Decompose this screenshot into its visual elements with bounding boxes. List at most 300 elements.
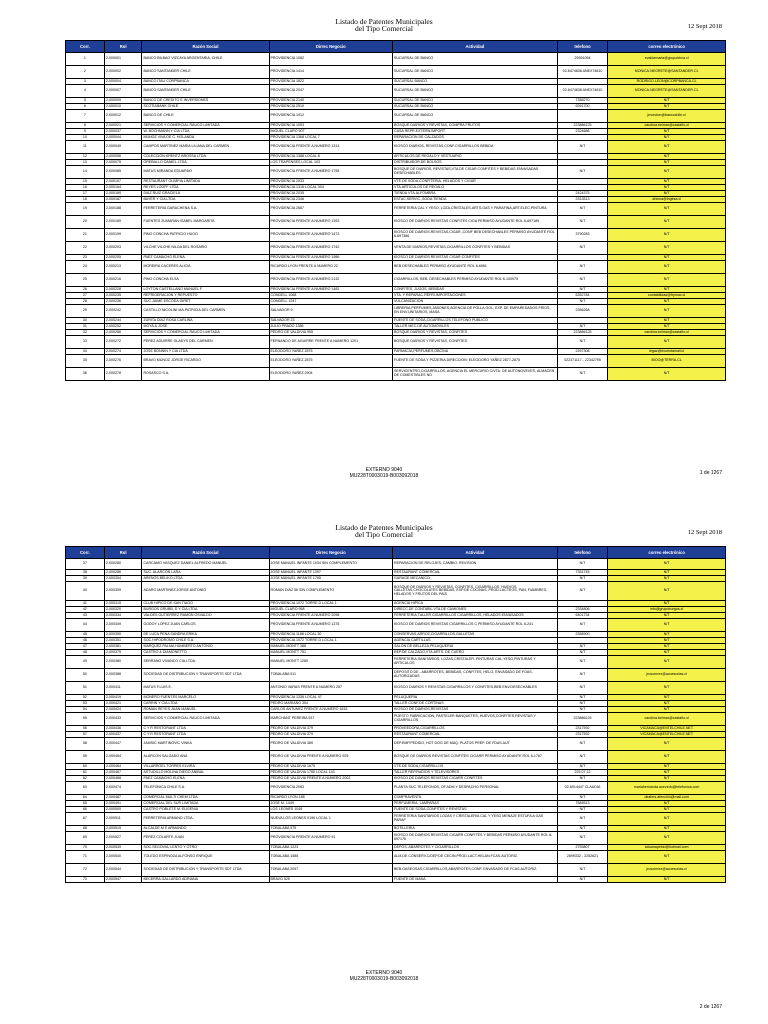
table-row bbox=[66, 229, 726, 242]
razon-social-cell: BANCO DE CHILE bbox=[142, 110, 269, 123]
page-number: 1 de 1267 bbox=[699, 470, 722, 476]
actividad-cell: FUENTE DE MASA bbox=[393, 877, 558, 883]
actividad-cell: REPARACION DE CALZADOS bbox=[393, 135, 558, 141]
direccion-cell: TOBALABA 2097 bbox=[269, 864, 393, 877]
telefono-cell: N/T bbox=[557, 877, 608, 883]
rol-cell: 2-000187 bbox=[104, 197, 142, 203]
razon-social-cell: LOYTON CASTELLANO MANUEL F. bbox=[142, 287, 269, 293]
telefono-cell: 6401734 bbox=[557, 613, 608, 619]
correo-cell: MONICA.NEGRETE@SANTANDER.CL bbox=[608, 85, 726, 98]
actividad-cell: SUCURSAL BANCO bbox=[393, 79, 558, 85]
rol-cell: 2-000049 bbox=[104, 141, 142, 154]
title-line-2: del Tipo Comercial bbox=[355, 24, 413, 33]
corr-cell: 36 bbox=[66, 368, 105, 381]
actividad-cell: PLANTA SUC.TELEFONOS, OF.ADM.Y DESPACHO PERSONAL bbox=[393, 782, 558, 795]
corr-cell: 73 bbox=[66, 877, 105, 883]
actividad-cell: BOSQUE DIARIOS Y REVISTAS, CONFITES bbox=[393, 336, 558, 349]
rol-cell: 2-000474 bbox=[104, 782, 142, 795]
actividad-cell: SUCURSAL DE BANCO bbox=[393, 85, 558, 98]
rol-cell: 2-000349 bbox=[104, 619, 142, 632]
corr-cell: 26 bbox=[66, 287, 105, 293]
table-row bbox=[66, 582, 726, 601]
direccion-cell: PROVIDENCIA 2035 bbox=[269, 191, 393, 197]
direccion-cell: MANUEL MONTT 1289 bbox=[269, 656, 393, 669]
correo-cell: N/T bbox=[608, 656, 726, 669]
correo-cell: VICAMACA@ENTELCHILE.NET bbox=[608, 732, 726, 738]
telefono-cell: 2317592 bbox=[557, 726, 608, 732]
corr-cell: 66 bbox=[66, 807, 105, 813]
corr-cell: 12 bbox=[66, 154, 105, 160]
razon-social-cell: ADARO MARTINEZ JORGE ANTONIO bbox=[142, 582, 269, 601]
direccion-cell: CONDELL 1068 bbox=[269, 293, 393, 299]
corr-cell: 22 bbox=[66, 242, 105, 255]
corr-cell: 17 bbox=[66, 191, 105, 197]
rol-cell: 2-000001 bbox=[104, 53, 142, 66]
rol-cell: 2-000286 bbox=[104, 570, 142, 576]
rol-cell: 2-000012 bbox=[104, 110, 142, 123]
telefono-cell: N/T bbox=[557, 701, 608, 707]
actividad-cell: KIOSCO DE DIARIOS REVISTAS CONFITES CIGA PERMISO AYUDANTE ROL 6-697189 bbox=[393, 216, 558, 229]
razon-social-cell: SUC. ALARCON LARA bbox=[142, 570, 269, 576]
column-header: correo electrónico bbox=[608, 41, 726, 53]
razon-social-cell: JAMSIC MARTINOVIC VINKA bbox=[142, 738, 269, 751]
telefono-cell: N/T bbox=[557, 242, 608, 255]
telefono-cell: N/T bbox=[557, 707, 608, 713]
direccion-cell: PROVIDENCIA 1072 TORRE D LOCAL 1 bbox=[269, 638, 393, 644]
table-row bbox=[66, 682, 726, 695]
column-header: telefono bbox=[557, 41, 608, 53]
correo-cell: N/T bbox=[608, 650, 726, 656]
direccion-cell: PROVIDENCIA FRENTE A NUMERO 1742 bbox=[269, 242, 393, 255]
corr-cell: 49 bbox=[66, 656, 105, 669]
telefono-cell: N/T bbox=[557, 795, 608, 801]
table-row bbox=[66, 782, 726, 795]
direccion-cell: PROVIDENCIA 1822 bbox=[269, 79, 393, 85]
correo-cell: mariahernanda.acevedo@telefonica.com bbox=[608, 782, 726, 795]
direccion-cell: MIGUEL CLARO 958 bbox=[269, 607, 393, 613]
correo-cell: N/T bbox=[608, 601, 726, 607]
razon-social-cell: MOREIRA CACERES ALICIA bbox=[142, 261, 269, 274]
razon-social-cell: PEREZ COLARTE JUAN bbox=[142, 832, 269, 845]
direccion-cell: MANUEL MONTT 388 bbox=[269, 644, 393, 650]
telefono-cell: N/T bbox=[557, 576, 608, 582]
actividad-cell: FUENTE DE SODA Y PIZZERIA DIRECCION: ELEODORO YAÑEZ 2877-2875 bbox=[393, 355, 558, 368]
direccion-cell: TOBALABA 911 bbox=[269, 669, 393, 682]
corr-cell: 7 bbox=[66, 110, 105, 123]
patents-table bbox=[65, 40, 726, 381]
rol-cell: 2-000467 bbox=[104, 770, 142, 776]
corr-cell: 43 bbox=[66, 613, 105, 619]
corr-cell: 57 bbox=[66, 732, 105, 738]
correo-cell: carolina.belmar@castaño.cl bbox=[608, 330, 726, 336]
corr-cell: 56 bbox=[66, 726, 105, 732]
rol-cell: 2-000272 bbox=[104, 336, 142, 349]
telefono-cell: N/T bbox=[557, 682, 608, 695]
report-date: 12 Sept 2018 bbox=[687, 23, 722, 30]
corr-cell: 8 bbox=[66, 123, 105, 129]
corr-cell: 60 bbox=[66, 764, 105, 770]
direccion-cell: JOSE MANUEL INFANTE 1765 bbox=[269, 576, 393, 582]
razon-social-cell: BANCO SANTANDER CHILE bbox=[142, 85, 269, 98]
direccion-cell: PROVIDENCIA 1336 LOCAL 47 bbox=[269, 695, 393, 701]
direccion-cell: PEDRO DE VALDIVIA FRENTE A NUMERO 2002 bbox=[269, 776, 393, 782]
actividad-cell: BEB.GASEOSAS,CIGARRILLOS,ABARROTES,CONF. ENVASADO DE FCAS.AUTORIZ. bbox=[393, 864, 558, 877]
correo-cell: N/T bbox=[608, 191, 726, 197]
correo-cell: N/T bbox=[608, 154, 726, 160]
rol-cell: 2-000433 bbox=[104, 713, 142, 726]
corr-cell: 2 bbox=[66, 66, 105, 79]
report-title bbox=[0, 18, 768, 32]
corr-cell: 45 bbox=[66, 632, 105, 638]
direccion-cell: JOSE M. 1449 bbox=[269, 801, 393, 807]
corr-cell: 35 bbox=[66, 355, 105, 368]
correo-cell: N/T bbox=[608, 801, 726, 807]
corr-cell: 6 bbox=[66, 104, 105, 110]
corr-cell: 9 bbox=[66, 129, 105, 135]
corr-cell: 67 bbox=[66, 813, 105, 826]
rol-cell: 2-000309 bbox=[104, 582, 142, 601]
correo-cell: N/T bbox=[608, 324, 726, 330]
corr-cell: 18 bbox=[66, 197, 105, 203]
correo-cell: evaldemaria@grupobbva.cl bbox=[608, 53, 726, 66]
telefono-cell: 223886125 bbox=[557, 123, 608, 129]
actividad-cell: VTE.DE SODA,CONFITERIA, HELADOS Y CIGAR bbox=[393, 179, 558, 185]
rol-cell: 2-000252 bbox=[104, 324, 142, 330]
corr-cell: 47 bbox=[66, 644, 105, 650]
direccion-cell: NUEVA LOS LEONES 0196 LOCAL 1 bbox=[269, 813, 393, 826]
telefono-cell: N/T bbox=[557, 695, 608, 701]
column-header: Rol bbox=[104, 41, 142, 53]
corr-cell: 30 bbox=[66, 318, 105, 324]
razon-social-cell: BURGOS GRUBB, D Y CIA LTDA bbox=[142, 607, 269, 613]
actividad-cell: BOTILLERIA bbox=[393, 826, 558, 832]
correo-cell: jrusomrez@acuesorias.cl bbox=[608, 669, 726, 682]
correo-cell: N/T bbox=[608, 129, 726, 135]
actividad-cell: KIOSCO DIARIOS, REVISTAS,CONF.CIGARRILLOS BEBIDA bbox=[393, 141, 558, 154]
table-row bbox=[66, 751, 726, 764]
actividad-cell: ESTAC.SERVIC.,SODA.TIENDA bbox=[393, 197, 558, 203]
razon-social-cell: VILLARROEL TORRES ELVIRA bbox=[142, 764, 269, 770]
telefono-cell: N/T bbox=[557, 864, 608, 877]
actividad-cell: VENTA DE DIARIOS,REVISTAS,CIGARRILLOS CONFITES Y BEBIDAS bbox=[393, 242, 558, 255]
table-row bbox=[66, 66, 726, 79]
corr-cell: 28 bbox=[66, 299, 105, 305]
correo-cell: N/T bbox=[608, 135, 726, 141]
corr-cell: 48 bbox=[66, 650, 105, 656]
column-header: Actividad bbox=[393, 547, 558, 559]
table-row bbox=[66, 53, 726, 66]
telefono-cell: 223886125 bbox=[557, 713, 608, 726]
razon-social-cell: VILCHE VILCHE NILDA DEL ROSARIO bbox=[142, 242, 269, 255]
corr-cell: 11 bbox=[66, 141, 105, 154]
razon-social-cell: SCOTIABANK CHILE bbox=[142, 104, 269, 110]
razon-social-cell: SOCIEDAD DE DISTRIBUCION Y TRANSPORTS SDT LTDA bbox=[142, 669, 269, 682]
rol-cell: 2-000421 bbox=[104, 701, 142, 707]
direccion-cell: PROVIDENCIA 2687 bbox=[269, 203, 393, 216]
rol-cell: 2-000044 bbox=[104, 135, 142, 141]
telefono-cell: 7685513 bbox=[557, 801, 608, 807]
corr-cell: 24 bbox=[66, 261, 105, 274]
telefono-cell: N/T bbox=[557, 203, 608, 216]
actividad-cell: BOSQUE DE DIARIOS, REVISTAS,VTA DE CIGAR CONFITES Y BEBIDAS ENVASADAS DESECHABLES bbox=[393, 166, 558, 179]
correo-cell: N/T bbox=[608, 770, 726, 776]
correo-cell: jmondon@bancochile.cl bbox=[608, 110, 726, 123]
rol-cell: 2-000515 bbox=[104, 826, 142, 832]
rol-cell: 2-000037 bbox=[104, 129, 142, 135]
column-header: Rol bbox=[104, 547, 142, 559]
direccion-cell: PROVIDENCIA 1388 LOCAL 8 bbox=[269, 154, 393, 160]
table-row bbox=[66, 832, 726, 845]
direccion-cell: PROVIDENCIA 1414 bbox=[269, 66, 393, 79]
correo-cell: N/T bbox=[608, 179, 726, 185]
footer-line-2: MU228T0003019-B003092018 bbox=[349, 976, 419, 982]
telefono-cell: N/T bbox=[557, 336, 608, 349]
actividad-cell: TALLER REP.RADIOS Y TELEVISORES bbox=[393, 770, 558, 776]
direccion-cell: FERNANDO DE AGUIRRE FRENTE A NUMERO 1201 bbox=[269, 336, 393, 349]
corr-cell: 14 bbox=[66, 166, 105, 179]
correo-cell: N/T bbox=[608, 813, 726, 826]
rol-cell: 2-000320 bbox=[104, 607, 142, 613]
direccion-cell: SALVADOR 23 bbox=[269, 318, 393, 324]
razon-social-cell: SERVICIOS Y COMERCIAL RAUCO LIMITADA bbox=[142, 713, 269, 726]
telefono-cell: 02-6474638 ANEX74610 bbox=[557, 85, 608, 98]
razon-social-cell: CAMPOS MARTINEZ MARIA LILIANA DEL CARMEN bbox=[142, 141, 269, 154]
rol-cell: 2-000002 bbox=[104, 66, 142, 79]
actividad-cell: CONSERVAS,ARROZ,CIGARRILLOS,GALLETAS bbox=[393, 632, 558, 638]
page-footer bbox=[0, 970, 768, 982]
corr-cell: 71 bbox=[66, 851, 105, 864]
correo-cell: N/T bbox=[608, 826, 726, 832]
rol-cell: 2-000228 bbox=[104, 287, 142, 293]
correo-cell: N/T bbox=[608, 776, 726, 782]
direccion-cell: ELEODORO YAÑEZ 2875 bbox=[269, 349, 393, 355]
rol-cell: 2-000464 bbox=[104, 764, 142, 770]
correo-cell: carolina.belmar@castaño.cl bbox=[608, 123, 726, 129]
razon-social-cell: ALCALDE M E ARMANDO bbox=[142, 826, 269, 832]
razon-social-cell: MARQUEZ PALMA HUMBERTO ANTONIO bbox=[142, 644, 269, 650]
razon-social-cell: ARENOS BELIKO LTDA bbox=[142, 576, 269, 582]
direccion-cell: BRAVO 525 bbox=[269, 877, 393, 883]
actividad-cell: SUCURSAL DE BANCO bbox=[393, 98, 558, 104]
corr-cell: 27 bbox=[66, 293, 105, 299]
telefono-cell: N/T bbox=[557, 261, 608, 274]
direccion-cell: TOBALABA 1223 bbox=[269, 845, 393, 851]
correo-cell: N/T bbox=[608, 203, 726, 216]
direccion-cell: MIGUEL CLARO 907 bbox=[269, 129, 393, 135]
razon-social-cell: ASTUDILLO MOLINA DIEGO ANIBAL bbox=[142, 770, 269, 776]
rol-cell: 2-000236 bbox=[104, 299, 142, 305]
correo-cell: N/T bbox=[608, 807, 726, 813]
rol-cell: 2-000350 bbox=[104, 632, 142, 638]
direccion-cell: PROVIDENCIA 1188 LOCAL 30 bbox=[269, 632, 393, 638]
footer-line-2: MU228T0003019-B003092018 bbox=[349, 473, 419, 479]
correo-cell: N/T bbox=[608, 570, 726, 576]
telefono-cell: N/T bbox=[557, 166, 608, 179]
correo-cell: N/T bbox=[608, 682, 726, 695]
rol-cell: 2-000235 bbox=[104, 293, 142, 299]
table-row bbox=[66, 813, 726, 826]
corr-cell: 72 bbox=[66, 864, 105, 877]
correo-cell: N/T bbox=[608, 98, 726, 104]
correo-cell: N/T bbox=[608, 216, 726, 229]
rol-cell: 2-000380 bbox=[104, 656, 142, 669]
corr-cell: 46 bbox=[66, 638, 105, 644]
direccion-cell: PROVIDENCIA 2033 bbox=[269, 179, 393, 185]
razon-social-cell: TOLEDO ESPINOZA ALFONSO ENRIQUE bbox=[142, 851, 269, 864]
razon-social-cell: W. BOCHMANN Y CIA LTDA bbox=[142, 129, 269, 135]
telefono-cell: N/T bbox=[557, 807, 608, 813]
corr-cell: 25 bbox=[66, 274, 105, 287]
actividad-cell: VTA.ARTICULOS DE REGALO bbox=[393, 185, 558, 191]
razon-social-cell: BANCO BILBAO VIZCAYA ARGENTARIA, CHILE bbox=[142, 53, 269, 66]
corr-cell: 29 bbox=[66, 305, 105, 318]
direccion-cell: PROVIDENCIA FRENTE A NUMERO 91 bbox=[269, 832, 393, 845]
rol-cell: 2-000188 bbox=[104, 203, 142, 216]
correo-cell: N/T bbox=[608, 166, 726, 179]
page-footer bbox=[0, 467, 768, 479]
actividad-cell: KIOSCO DE DIARIOS,REVISTAS bbox=[393, 707, 558, 713]
actividad-cell: SERVICENTRO,CIGARRILLOS, AGENCIA EL MERCURIO C/VTA. DE AUTONOVEVES, ALMACEN DE COMESTIBLES NO bbox=[393, 368, 558, 381]
corr-cell: 13 bbox=[66, 160, 105, 166]
table-row bbox=[66, 713, 726, 726]
title-line-2: del Tipo Comercial bbox=[355, 530, 413, 539]
footer-line-1: EXTERNO 9040 bbox=[365, 467, 403, 473]
table-row bbox=[66, 669, 726, 682]
page-number: 2 de 1267 bbox=[699, 1004, 722, 1010]
correo-cell: N/T bbox=[608, 576, 726, 582]
actividad-cell: FERRETERIA,SANITARIOS, LOZAS,CRISTALER.,PINTURAS CAL,YESO,PINTURAS Y ARTICULOS bbox=[393, 656, 558, 669]
rol-cell: 2-000375 bbox=[104, 650, 142, 656]
correo-cell: N/T bbox=[608, 644, 726, 650]
actividad-cell: DEPOS. ABARROTES Y CIGARRILLOS bbox=[393, 845, 558, 851]
actividad-cell: RESTAURANT COMERCIAL bbox=[393, 732, 558, 738]
correo-cell: contabilidad@frymac.cl bbox=[608, 293, 726, 299]
actividad-cell: CONFITES, JUGOS, BEBIDAS bbox=[393, 287, 558, 293]
razon-social-cell: CASTRO & DIAMONETTO bbox=[142, 650, 269, 656]
rol-cell: 2-000276 bbox=[104, 355, 142, 368]
actividad-cell: TALLER MEC.DE AUTOMOVILES bbox=[393, 324, 558, 330]
telefono-cell bbox=[557, 110, 608, 123]
corr-cell: 42 bbox=[66, 607, 105, 613]
direccion-cell: LOS TRAPENSES LOCAL 103 bbox=[269, 160, 393, 166]
direccion-cell: MARCHANT PEREIRA 537 bbox=[269, 713, 393, 726]
telefono-cell: N/T bbox=[557, 216, 608, 229]
direccion-cell: PEDRO DE VALDIVIA 379 bbox=[269, 732, 393, 738]
rol-cell: 2-000315 bbox=[104, 601, 142, 607]
patents-table bbox=[65, 546, 726, 883]
telefono-cell: 2257308 bbox=[557, 349, 608, 355]
corr-cell: 70 bbox=[66, 845, 105, 851]
corr-cell: 54 bbox=[66, 707, 105, 713]
rol-cell: 2-000274 bbox=[104, 349, 142, 355]
corr-cell: 31 bbox=[66, 324, 105, 330]
correo-cell: ahiena@ingirsa.cl bbox=[608, 197, 726, 203]
rol-cell: 2-000351 bbox=[104, 638, 142, 644]
direccion-cell: MANUEL MONTT 751 bbox=[269, 650, 393, 656]
direccion-cell: LOS LEONES 1045 bbox=[269, 807, 393, 813]
corr-cell: 55 bbox=[66, 713, 105, 726]
direccion-cell: PROVIDENCIA 2140 bbox=[269, 98, 393, 104]
correo-cell: N/T bbox=[608, 638, 726, 644]
razon-social-cell: PAEZ CAMACHO ELENA bbox=[142, 255, 269, 261]
correo-cell: MONICA.NEGRETE@SANTANDER.CL bbox=[608, 66, 726, 79]
telefono-cell: N/T bbox=[557, 832, 608, 845]
actividad-cell: PELUQUERIA bbox=[393, 695, 558, 701]
correo-cell: N/T bbox=[608, 160, 726, 166]
actividad-cell: VULCANIZACION bbox=[393, 299, 558, 305]
razon-social-cell: OREBALLO DANIEL LTDA. bbox=[142, 160, 269, 166]
correo-cell: N/T bbox=[608, 318, 726, 324]
table-row bbox=[66, 877, 726, 883]
correo-cell: BIOO@TERRA.CL bbox=[608, 355, 726, 368]
direccion-cell: JOSE MANUEL INFANTE 1397 bbox=[269, 570, 393, 576]
razon-social-cell: PEREZ AGUIRRE GLADYS DEL CARMEN bbox=[142, 336, 269, 349]
telefono-cell: 2324686 bbox=[557, 129, 608, 135]
rol-cell: 2-000266 bbox=[104, 330, 142, 336]
razon-social-cell: MONERO FUENTES MARCELO bbox=[142, 695, 269, 701]
actividad-cell: ARTICULOS DE REGALO Y VESTUARIO bbox=[393, 154, 558, 160]
correo-cell: N/T bbox=[608, 261, 726, 274]
direccion-cell: PROVIDENCIA FRENTE A NUMERO 1375 bbox=[269, 619, 393, 632]
razon-social-cell: C Y R RESTORANT LTDA bbox=[142, 732, 269, 738]
telefono-cell: 2334806 bbox=[557, 607, 608, 613]
razon-social-cell: BANCO DE CREDITO E INVERSIONES bbox=[142, 98, 269, 104]
column-header: correo electrónico bbox=[608, 547, 726, 559]
actividad-cell: KIOSCO DE DIARIOS REVISTAS CIGARRILLOS C PERMISO AYUDANTE ROL 6-241 bbox=[393, 619, 558, 632]
rol-cell: 2-000527 bbox=[104, 832, 142, 845]
telefono-cell: N/T bbox=[557, 764, 608, 770]
table-row bbox=[66, 203, 726, 216]
razon-social-cell: ZURITA DIAZ ROSA CARLINA bbox=[142, 318, 269, 324]
correo-cell: N/T bbox=[608, 707, 726, 713]
direccion-cell: PEDRO DE VALDIVIA 955 bbox=[269, 330, 393, 336]
rol-cell: 2-000437 bbox=[104, 732, 142, 738]
telefono-cell: N/T bbox=[557, 650, 608, 656]
column-header: Razón Social bbox=[142, 547, 269, 559]
direccion-cell: JULIO PRADO 1386 bbox=[269, 324, 393, 330]
actividad-cell: BOSQUE DE DIARIOS Y REVISTAS, CONFITES, CIGARRILLOS, HUEVOS, GALLETAS,CHOCOLATES BEBIDAS, EXP.DE COCINAS, PROD.LACTEOS, PAN, FIAMBRES, HELADOS Y FRUTOS DEL PAIS bbox=[393, 582, 558, 601]
correo-cell: N/T bbox=[608, 738, 726, 751]
razon-social-cell: SUC.JAIME ESCODA GIRET bbox=[142, 299, 269, 305]
telefono-cell: N/T bbox=[557, 559, 608, 570]
razon-social-cell: SERVICIOS Y COMERCIAL RAUCO LIMITADA bbox=[142, 330, 269, 336]
rol-cell: 2-000547 bbox=[104, 877, 142, 883]
telefono-cell: N/T bbox=[557, 751, 608, 764]
table-row bbox=[66, 619, 726, 632]
table-row bbox=[66, 656, 726, 669]
direccion-cell: CONDELL 1247 bbox=[269, 299, 393, 305]
telefono-cell: 022371117 - 22342795 bbox=[557, 355, 608, 368]
actividad-cell: FUENTE DE SODA,CIGARRILLOS TELEFONO PUBLICO bbox=[393, 318, 558, 324]
actividad-cell: PROVEEDORA,CIGARRILLOS bbox=[393, 726, 558, 732]
table-header-row bbox=[66, 41, 726, 53]
corr-cell: 16 bbox=[66, 185, 105, 191]
razon-social-cell: SOC.HIPODROMO CHILE S.A. bbox=[142, 638, 269, 644]
corr-cell: 50 bbox=[66, 669, 105, 682]
direccion-cell: PROVIDENCIA FRENTE A NUMERO 2098 bbox=[269, 613, 393, 619]
actividad-cell: BOSQUE DE DIARIOS REVISTAS CONFITES CIGARR PERMISO AYUDANTE ROL 6-1767 bbox=[393, 751, 558, 764]
correo-cell: N/T bbox=[608, 559, 726, 570]
direccion-cell: CARLOS ANTUNEZ FRENTE A NUMERO 1815 bbox=[269, 707, 393, 713]
direccion-cell: TOBALABA 1585 bbox=[269, 851, 393, 864]
actividad-cell: KIOSCO DE DIARIOS REVISTAS CIGARR CONFITES Y BEBIDAS PERMISO AYUDANTE ROL 6-697176 bbox=[393, 832, 558, 845]
rol-cell: 2-000075 bbox=[104, 160, 142, 166]
corr-cell: 52 bbox=[66, 695, 105, 701]
correo-cell: N/T bbox=[608, 613, 726, 619]
corr-cell: 38 bbox=[66, 570, 105, 576]
actividad-cell: KIOSCO DE DIARIOS,REVISTAS,CIGAR.,CONF BEB DESECHABLES PERMISO AYUDANTE ROL 6-697386 bbox=[393, 229, 558, 242]
rol-cell: 2-000540 bbox=[104, 851, 142, 864]
